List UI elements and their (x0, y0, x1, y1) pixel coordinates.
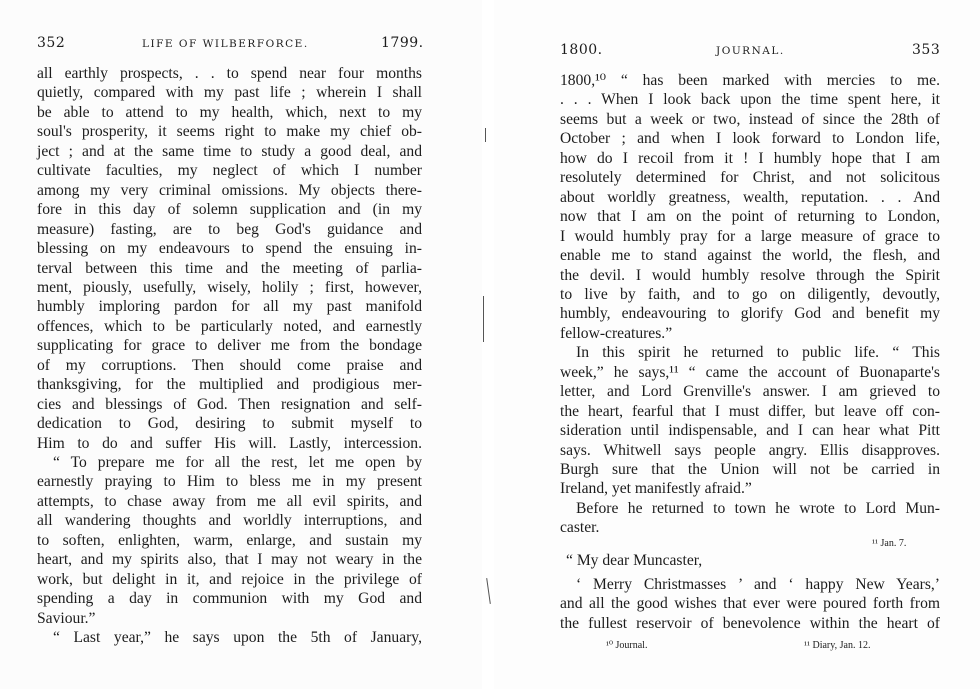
text-line: week,” he says,¹¹ “ came the account of Buonaparte's (560, 363, 940, 381)
text-line: ject ; and at the same time to study a good deal, and (37, 142, 422, 160)
text-line: says. Whitwell says people angry. Ellis disapproves. (560, 441, 940, 459)
text-line: humbly, endeavouring to glorify God and benefit my (560, 305, 940, 323)
right-page (494, 0, 980, 689)
text-line: Before he returned to town he wrote to Lord Mun- (576, 499, 940, 517)
text-line: all wandering thoughts and worldly interruptions, and (37, 512, 422, 530)
text-line: In this spirit he returned to public life. “ This (576, 344, 940, 362)
text-line: quietly, compared with my past life ; wherein I shall (37, 84, 422, 102)
text-line: fellow-creatures.” (560, 324, 673, 342)
text-line: be able to attend to my health, which, next to my (37, 103, 422, 121)
text-line: soul's prosperity, it seems right to make my chief ob- (37, 123, 422, 141)
text-line: . . . When I look back upon the time spent here, it (560, 91, 940, 109)
letter-salutation: “ My dear Muncaster, (566, 552, 703, 569)
text-line: to live by faith, and to go on diligently, devoutly, (560, 285, 940, 303)
text-line: how do I recoil from it ! I humbly hope that I am (560, 149, 940, 167)
right-running-title: JOURNAL. (716, 45, 785, 57)
left-page-number: 352 (37, 35, 66, 51)
text-line: the heart, fearful that I must differ, but leave off con- (560, 402, 940, 420)
text-line: I would humbly pray for a large measure of grace to (560, 227, 940, 245)
text-line: thanksgiving, for the multiplied and prodigious mer- (37, 376, 422, 394)
text-line: Ireland, yet manifestly afraid.” (560, 480, 752, 498)
text-line: the fullest reservoir of benevolence within the heart of (560, 614, 940, 632)
text-line: blessing on my endeavours to spend the ensuing in- (37, 240, 422, 258)
text-line: terval between this time and the meeting of parlia- (37, 259, 422, 277)
text-line: Burgh sure that the Union will not be carried in (560, 461, 940, 478)
text-line: work, but delight in it, and rejoice in the privilege of (37, 570, 422, 588)
right-year: 1800. (560, 42, 603, 58)
left-page (0, 0, 482, 689)
footnote-10: ¹⁰ Journal. (606, 640, 648, 651)
text-line: humbly imploring pardon for all my past manifold (37, 298, 422, 316)
text-line: resolutely determined for Christ, and not solicitous (560, 169, 940, 187)
text-line: “ To prepare me for all the rest, let me open by (53, 454, 422, 471)
text-line: of my corruptions. Then should come praise and (37, 356, 422, 374)
text-line: earnestly praying to Him to bless me in my present (37, 473, 422, 491)
text-line: letter, and Lord Grenville's answer. I am grieved to (560, 383, 940, 401)
footnote-11: ¹¹ Diary, Jan. 12. (804, 640, 871, 651)
left-year: 1799. (381, 35, 424, 51)
text-line: seems but a week or two, instead of since the 28th of (560, 110, 940, 128)
text-line: measure) fasting, are to beg God's guidance and (37, 220, 422, 238)
text-line: “ Last year,” he says upon the 5th of January, (53, 629, 422, 647)
text-line: cies and blessings of God. Then resignation and self- (37, 395, 422, 413)
text-line: caster. (560, 519, 600, 537)
text-line: dedication to God, desiring to submit myself to (37, 415, 422, 433)
text-line: sideration until indispensable, and I can hear what Pitt (560, 422, 940, 440)
dateline: ¹¹ Jan. 7. (872, 538, 907, 549)
left-running-title: LIFE OF WILBERFORCE. (142, 38, 309, 50)
text-line: offences, which to be particularly noted, and earnestly (37, 317, 422, 335)
text-line: ment, piously, usefully, wisely, holily ; first, however, (37, 278, 422, 296)
text-line: heart, and my spirits also, that I may not weary in the (37, 551, 422, 569)
text-line: ‘ Merry Christmasses ’ and ‘ happy New Years,’ (576, 576, 940, 593)
text-line: all earthly prospects, . . to spend near four months (37, 65, 422, 82)
text-line: among my very criminal omissions. My objects there- (37, 181, 422, 199)
text-line: October ; and when I look forward to London life, (560, 130, 940, 148)
text-line: and all the good wishes that ever were poured forth from (560, 595, 940, 613)
gutter-mark (486, 578, 491, 604)
text-line: Saviour.” (37, 609, 96, 627)
text-line: spending a day in communion with my God and (37, 590, 422, 608)
text-line: now that I am on the point of returning to London, (560, 208, 940, 226)
text-line: supplicating for grace to deliver me from the bondage (37, 337, 422, 355)
text-line: fore in this day of solemn supplication and (in my (37, 201, 422, 219)
text-line: cultivate faculties, my neglect of which I number (37, 162, 422, 180)
text-line: to soften, enlighten, warm, enlarge, and sustain my (37, 531, 422, 549)
text-line: 1800,¹⁰ “ has been marked with mercies to me. (560, 72, 940, 89)
gutter-mark (485, 128, 486, 142)
text-line: attempts, to chase away from me all evil spirits, and (37, 492, 422, 510)
text-line: about worldly greatness, wealth, reputation. . . And (560, 188, 940, 206)
text-line: enable me to stand against the world, the flesh, and (560, 247, 940, 265)
right-page-number: 353 (912, 42, 941, 58)
gutter-mark (483, 296, 484, 342)
text-line: the devil. I would humbly resolve through the Spirit (560, 266, 940, 284)
text-line: Him to do and suffer His will. Lastly, intercession. (37, 434, 422, 452)
